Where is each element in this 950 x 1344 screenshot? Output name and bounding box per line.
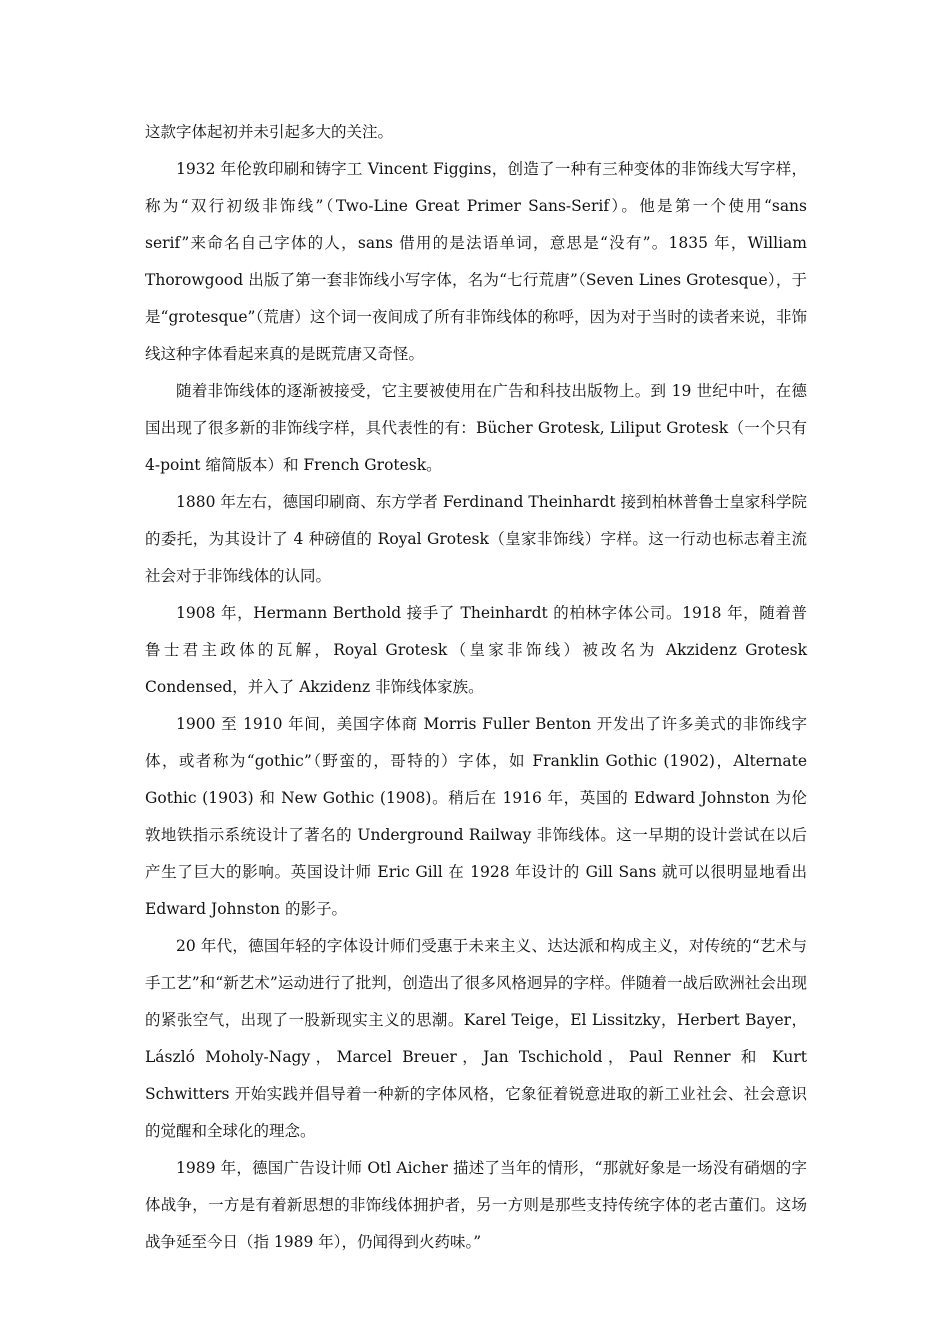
paragraph-1: 这款字体起初并未引起多大的关注。 (145, 123, 394, 141)
paragraph-7: 20 年代，德国年轻的字体设计师们受惠于未来主义、达达派和构成主义，对传统的“艺术与手工艺”和“新艺术”运动进行了批判，创造出了很多风格迥异的字样。伴随着一战后欧洲社会出现的紧张空气，出现了一股新现实主义的思潮。Karel Teige，El Lissitzky，Herbert Bayer，László Moholy-Nagy，Marcel Breuer，Jan Tschichold，Paul Renner 和 Kurt Schwitters 开始实践并倡导着一种新的字体风格，它象征着锐意进取的新工业社会、社会意识的觉醒和全球化的理念。 (145, 937, 807, 1140)
document-body (145, 114, 807, 1261)
paragraph-8: 1989 年，德国广告设计师 Otl Aicher 描述了当年的情形，“那就好象是一场没有硝烟的字体战争，一方是有着新思想的非饰线体拥护者，另一方则是那些支持传统字体的老古董们。这场战争延至今日（指 1989 年），仍闻得到火药味。” (145, 1159, 807, 1251)
paragraph-2: 1932 年伦敦印刷和铸字工 Vincent Figgins，创造了一种有三种变体的非饰线大写字样，称为“双行初级非饰线”（Two-Line Great Primer Sans-Serif）。他是第一个使用“sans serif”来命名自己字体的人，sans 借用的是法语单词，意思是“没有”。1835 年，William Thorowgood 出版了第一套非饰线小写字体，名为“七行荒唐”（Seven Lines Grotesque），于是“grotesque”（荒唐）这个词一夜间成了所有非饰线体的称呼，因为对于当时的读者来说，非饰线这种字体看起来真的是既荒唐又奇怪。 (145, 160, 807, 363)
paragraph-5: 1908 年，Hermann Berthold 接手了 Theinhardt 的柏林字体公司。1918 年，随着普鲁士君主政体的瓦解，Royal Grotesk（皇家非饰线）被改名为 Akzidenz Grotesk Condensed，并入了 Akzidenz 非饰线体家族。 (145, 604, 807, 696)
paragraph-6: 1900 至 1910 年间，美国字体商 Morris Fuller Benton 开发出了许多美式的非饰线字体，或者称为“gothic”（野蛮的，哥特的）字体，如 Franklin Gothic (1902)，Alternate Gothic (1903) 和 New Gothic (1908)。稍后在 1916 年，英国的 Edward Johnston 为伦敦地铁指示系统设计了著名的 Underground Railway 非饰线体。这一早期的设计尝试在以后产生了巨大的影响。英国设计师 Eric Gill 在 1928 年设计的 Gill Sans 就可以很明显地看出 Edward Johnston 的影子。 (145, 715, 807, 918)
paragraph-4: 1880 年左右，德国印刷商、东方学者 Ferdinand Theinhardt 接到柏林普鲁士皇家科学院的委托，为其设计了 4 种磅值的 Royal Grotesk（皇家非饰线）字样。这一行动也标志着主流社会对于非饰线体的认同。 (145, 493, 807, 585)
paragraph-3: 随着非饰线体的逐渐被接受，它主要被使用在广告和科技出版物上。到 19 世纪中叶，在德国出现了很多新的非饰线字样，具代表性的有：Bücher Grotesk, Liliput Grotesk（一个只有 4-point 缩简版本）和 French Grotesk。 (145, 382, 807, 474)
